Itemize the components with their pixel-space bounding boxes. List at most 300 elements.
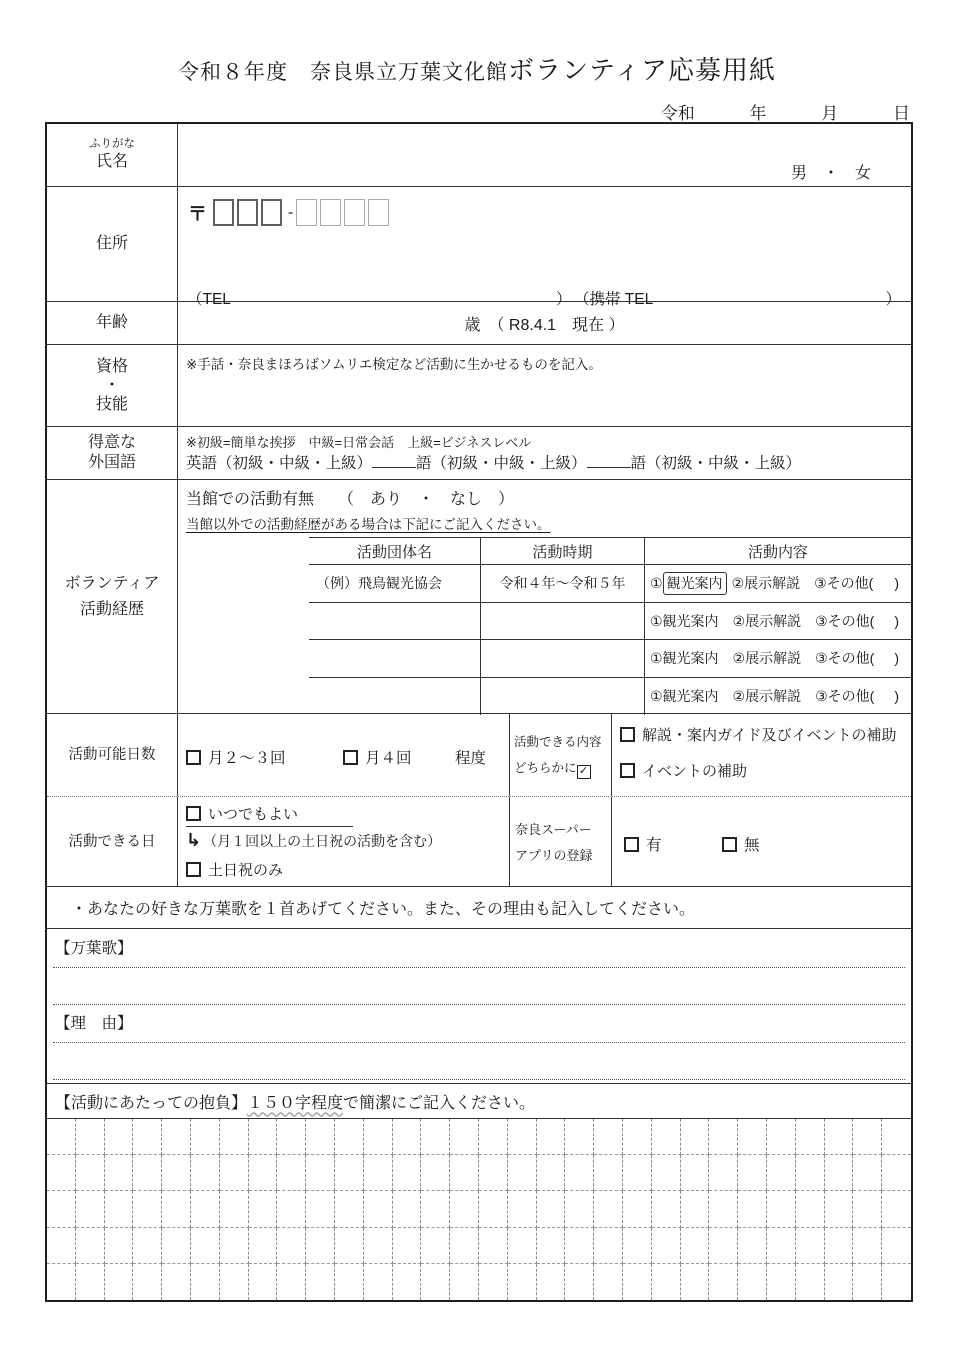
manuscript-grid-cell[interactable] — [709, 1191, 738, 1227]
qualification-note: ※手話・奈良まほろばソムリエ検定など活動に生かせるものを記入。 — [186, 357, 602, 372]
days-options-cell — [178, 714, 510, 796]
volunteer-blank-row — [309, 678, 911, 716]
postal-code-box[interactable] — [213, 199, 234, 226]
manuscript-grid-cell[interactable] — [335, 1155, 364, 1191]
app-yes-option[interactable] — [624, 833, 662, 855]
manuscript-grid-cell[interactable] — [537, 1119, 566, 1155]
content-choice-cell[interactable] — [645, 678, 911, 716]
manuscript-grid-cell[interactable] — [76, 1264, 105, 1300]
example-rest: ②展示解説 ③その他( — [731, 575, 874, 592]
header-period-label: 活動時期 — [532, 543, 593, 561]
example-org: （例）飛鳥観光協会 — [316, 575, 442, 592]
postal-code-box[interactable] — [344, 199, 365, 226]
manuscript-grid-cell[interactable] — [306, 1228, 335, 1264]
language-note: ※初級=簡単な挨拶 中級=日常会話 上級=ビジネスレベル — [186, 435, 532, 450]
content-choices[interactable]: ①観光案内 ②展示解説 ③その他( — [650, 688, 875, 705]
manuscript-grid-cell[interactable] — [162, 1155, 191, 1191]
org-input-cell[interactable] — [309, 640, 481, 677]
manuscript-grid-cell[interactable] — [133, 1155, 162, 1191]
check-mark: ✓ — [578, 765, 589, 777]
manuscript-grid-cell[interactable] — [537, 1155, 566, 1191]
page-title — [0, 50, 954, 87]
row-age — [47, 302, 911, 345]
days-suffix: 程度 — [455, 750, 487, 767]
row-activity-days — [47, 714, 911, 797]
manuscript-grid-cell[interactable] — [220, 1119, 249, 1155]
manuscript-grid-cell[interactable] — [882, 1155, 911, 1191]
manuscript-grid-cell[interactable] — [882, 1119, 911, 1155]
postal-code-box[interactable] — [320, 199, 341, 226]
manuscript-grid-cell[interactable] — [681, 1264, 710, 1300]
date-era: 令和 — [660, 104, 695, 123]
days-option-2[interactable] — [343, 746, 412, 768]
age-input-area[interactable] — [178, 302, 911, 344]
manuscript-grid-cell[interactable] — [249, 1191, 278, 1227]
volunteer-blank-row — [309, 640, 911, 678]
manuscript-grid-cell[interactable] — [306, 1191, 335, 1227]
period-input-cell[interactable] — [481, 678, 645, 716]
available-options-cell — [178, 797, 510, 886]
example-num1: ① — [650, 574, 663, 591]
checkbox-anytime[interactable] — [186, 806, 201, 821]
volunteer-label-2: 活動経歴 — [79, 600, 144, 618]
manuscript-grid-cell[interactable] — [335, 1264, 364, 1300]
manuscript-grid-cell[interactable] — [508, 1228, 537, 1264]
qualification-label-3: 技能 — [95, 396, 128, 413]
poem-reason-section — [47, 929, 911, 1084]
manuscript-grid-cell[interactable] — [249, 1155, 278, 1191]
app-no-option[interactable] — [722, 833, 760, 855]
language-input-area[interactable] — [178, 427, 911, 479]
manuscript-grid-cell[interactable] — [47, 1191, 76, 1227]
title-prefix: 令和８年度 奈良県立万葉文化館 — [178, 61, 509, 84]
manuscript-grid-cell[interactable] — [796, 1228, 825, 1264]
manuscript-grid-cell[interactable] — [393, 1191, 422, 1227]
row-qualification — [47, 345, 911, 427]
manuscript-grid-cell[interactable] — [652, 1191, 681, 1227]
manuscript-grid-cell[interactable] — [220, 1264, 249, 1300]
manuscript-grid-cell[interactable] — [220, 1155, 249, 1191]
manuscript-grid-cell[interactable] — [105, 1228, 134, 1264]
manuscript-grid-cell[interactable] — [76, 1191, 105, 1227]
manuscript-grid-cell[interactable] — [162, 1264, 191, 1300]
manuscript-grid-cell[interactable] — [681, 1228, 710, 1264]
manuscript-grid-cell[interactable] — [421, 1228, 450, 1264]
checkbox-weekends-only[interactable] — [186, 862, 201, 877]
manuscript-grid-cell[interactable] — [133, 1264, 162, 1300]
manuscript-grid-cell[interactable] — [76, 1228, 105, 1264]
manuscript-grid-cell[interactable] — [681, 1155, 710, 1191]
volunteer-instruction: 当館以外での活動経歴がある場合は下記にご記入ください。 — [186, 517, 551, 532]
example-boxed-choice[interactable]: 観光案内 — [663, 572, 727, 595]
manuscript-grid-cell[interactable] — [191, 1155, 220, 1191]
manuscript-grid-cell[interactable] — [767, 1155, 796, 1191]
gender-choice[interactable]: 男 ・ 女 — [790, 165, 871, 182]
volunteer-blank-row — [309, 603, 911, 641]
manuscript-grid-cell[interactable] — [364, 1228, 393, 1264]
manuscript-grid-cell[interactable] — [450, 1155, 479, 1191]
date-year-label[interactable]: 年 — [749, 104, 767, 123]
manuscript-grid-cell[interactable] — [105, 1155, 134, 1191]
manuscript-grid-cell[interactable] — [105, 1191, 134, 1227]
manuscript-grid-cell[interactable] — [594, 1119, 623, 1155]
manuscript-grid-cell[interactable] — [133, 1191, 162, 1227]
mobile-tel-field-open[interactable]: （携帯 TEL — [574, 291, 654, 308]
writing-line[interactable] — [53, 1079, 905, 1080]
manuscript-grid-cell[interactable] — [882, 1264, 911, 1300]
manuscript-grid-cell[interactable] — [277, 1228, 306, 1264]
days-right-cell — [612, 714, 911, 796]
manuscript-grid-cell[interactable] — [623, 1155, 652, 1191]
days-label-cell — [47, 714, 178, 796]
manuscript-grid-cell[interactable] — [738, 1264, 767, 1300]
manuscript-grid-cell[interactable] — [565, 1264, 594, 1300]
language-option-2[interactable]: 語（初級・中級・上級） — [416, 455, 587, 472]
tel-field-open[interactable]: （TEL — [187, 291, 231, 308]
volunteer-content — [178, 480, 911, 713]
manuscript-grid-cell[interactable] — [882, 1228, 911, 1264]
postal-code-box[interactable] — [237, 199, 258, 226]
manuscript-grid-cell[interactable] — [796, 1155, 825, 1191]
days-option-1-label: 月２～３回 — [208, 750, 286, 767]
manuscript-grid-cell[interactable] — [335, 1119, 364, 1155]
header-org — [309, 538, 481, 564]
manuscript-grid-cell[interactable] — [162, 1119, 191, 1155]
postal-code-box[interactable] — [296, 199, 317, 226]
app-registration-line2: アプリの登録 — [515, 848, 593, 863]
manuscript-grid-cell[interactable] — [796, 1191, 825, 1227]
manuscript-grid-cell[interactable] — [709, 1119, 738, 1155]
manuscript-grid-cell[interactable] — [277, 1264, 306, 1300]
activity-type-option-1-label: 解説・案内ガイド及びイベントの補助 — [642, 727, 897, 744]
volunteer-table-header — [309, 538, 911, 565]
header-org-label: 活動団体名 — [356, 543, 432, 561]
manuscript-grid-cell[interactable] — [853, 1119, 882, 1155]
postal-mark-icon: 〒 — [188, 204, 208, 225]
aspiration-prefix: 【活動にあたっての抱負】 — [55, 1094, 248, 1112]
manuscript-grid-cell[interactable] — [565, 1191, 594, 1227]
header-content-label: 活動内容 — [747, 543, 808, 561]
name-label-cell — [47, 124, 178, 186]
manuscript-grid-cell[interactable] — [393, 1228, 422, 1264]
manuscript-grid-cell[interactable] — [623, 1264, 652, 1300]
aspiration-char-limit: １５０字程度 — [247, 1094, 344, 1112]
manuscript-grid-cell[interactable] — [594, 1228, 623, 1264]
checkbox-event-support[interactable] — [620, 763, 635, 778]
manuscript-grid-cell[interactable] — [652, 1228, 681, 1264]
manuscript-grid-cell[interactable] — [479, 1191, 508, 1227]
checkbox-month-2-3[interactable] — [186, 750, 201, 765]
language-option-3[interactable]: 語（初級・中級・上級） — [630, 455, 802, 472]
manuscript-grid-cell[interactable] — [364, 1191, 393, 1227]
manuscript-grid-cell[interactable] — [594, 1191, 623, 1227]
manuscript-grid-cell[interactable] — [565, 1119, 594, 1155]
manuscript-grid-cell[interactable] — [364, 1264, 393, 1300]
manuscript-grid-cell[interactable] — [681, 1119, 710, 1155]
manuscript-grid-cell[interactable] — [76, 1119, 105, 1155]
volunteer-label-cell — [47, 480, 178, 713]
manuscript-grid[interactable] — [47, 1119, 911, 1300]
days-option-2-label: 月４回 — [365, 750, 412, 767]
manuscript-grid-cell[interactable] — [133, 1228, 162, 1264]
content-choice-cell[interactable] — [645, 603, 911, 640]
checkbox-month-4[interactable] — [343, 750, 358, 765]
address-input-area[interactable] — [178, 187, 911, 308]
content-choices[interactable]: ①観光案内 ②展示解説 ③その他( — [650, 650, 875, 667]
period-input-cell[interactable] — [481, 640, 645, 677]
org-input-cell[interactable] — [309, 603, 481, 640]
manuscript-grid-cell[interactable] — [335, 1228, 364, 1264]
days-mid-cell — [510, 714, 612, 796]
manuscript-grid-cell[interactable] — [853, 1191, 882, 1227]
header-content — [645, 538, 911, 564]
manuscript-grid-cell[interactable] — [450, 1119, 479, 1155]
example-period-cell — [481, 565, 645, 602]
tel-field-close: ） — [556, 291, 572, 308]
manuscript-grid-cell[interactable] — [594, 1155, 623, 1191]
date-month-label[interactable]: 月 — [821, 104, 839, 123]
header-period — [481, 538, 645, 564]
days-label: 活動可能日数 — [68, 747, 156, 763]
manuscript-grid-cell[interactable] — [709, 1155, 738, 1191]
activity-type-option-2[interactable] — [620, 760, 747, 781]
postal-code-box[interactable] — [368, 199, 389, 226]
language-label-1: 得意な — [87, 434, 136, 451]
manuscript-grid-cell[interactable] — [825, 1264, 854, 1300]
name-input-area[interactable] — [178, 124, 911, 186]
manuscript-grid-cell[interactable] — [796, 1119, 825, 1155]
checkbox-app-no[interactable] — [722, 837, 737, 852]
language-blank[interactable] — [372, 451, 416, 468]
manuscript-grid-cell[interactable] — [681, 1191, 710, 1227]
manuscript-grid-cell[interactable] — [105, 1264, 134, 1300]
writing-line[interactable] — [53, 1004, 905, 1005]
manuscript-grid-cell[interactable] — [479, 1264, 508, 1300]
manuscript-grid-cell[interactable] — [623, 1228, 652, 1264]
date-day-label[interactable]: 日 — [893, 104, 910, 123]
checkbox-checked-icon — [577, 765, 591, 779]
manuscript-grid-cell[interactable] — [335, 1191, 364, 1227]
row-language — [47, 427, 911, 480]
manuscript-grid-cell[interactable] — [47, 1119, 76, 1155]
aspiration-text — [47, 1090, 535, 1113]
manuscript-grid-cell[interactable] — [709, 1228, 738, 1264]
manuscript-grid-cell[interactable] — [277, 1119, 306, 1155]
content-choices[interactable]: ①観光案内 ②展示解説 ③その他( — [650, 612, 875, 629]
content-close-paren: ) — [894, 612, 899, 629]
days-mid-line2-label: どちらかに — [514, 761, 577, 775]
manuscript-grid-cell[interactable] — [133, 1119, 162, 1155]
address-label-cell — [47, 187, 178, 301]
language-english[interactable]: 英語（初級・中級・上級） — [186, 455, 373, 472]
manuscript-grid-cell[interactable] — [738, 1155, 767, 1191]
manuscript-grid-cell[interactable] — [652, 1119, 681, 1155]
language-label-cell — [47, 427, 178, 479]
manuscript-grid-cell[interactable] — [421, 1155, 450, 1191]
qualification-input-area[interactable] — [178, 345, 911, 426]
manuscript-grid-cell[interactable] — [825, 1228, 854, 1264]
content-close-paren: ) — [894, 688, 899, 705]
available-right-cell — [612, 797, 911, 886]
age-label-cell — [47, 302, 178, 344]
manuscript-grid-cell[interactable] — [508, 1155, 537, 1191]
arrow-down-right-icon: ↳ — [186, 830, 202, 850]
manuscript-grid-cell[interactable] — [825, 1191, 854, 1227]
manuscript-grid-cell[interactable] — [738, 1191, 767, 1227]
manuscript-grid-cell[interactable] — [393, 1119, 422, 1155]
manuscript-grid-cell[interactable] — [364, 1119, 393, 1155]
qualification-label-2: ・ — [103, 377, 120, 394]
available-mid-cell — [510, 797, 612, 886]
manuscript-grid-cell[interactable] — [767, 1264, 796, 1300]
manuscript-grid-cell[interactable] — [450, 1191, 479, 1227]
manuscript-grid-cell[interactable] — [565, 1155, 594, 1191]
manuscript-grid-cell[interactable] — [738, 1228, 767, 1264]
org-input-cell[interactable] — [309, 678, 481, 716]
manuscript-grid-cell[interactable] — [537, 1228, 566, 1264]
manuscript-grid-cell[interactable] — [277, 1155, 306, 1191]
manuscript-grid-cell[interactable] — [537, 1264, 566, 1300]
poem-label: 【万葉歌】 — [55, 940, 133, 957]
days-option-1[interactable] — [186, 746, 286, 768]
example-org-cell — [309, 565, 481, 602]
row-available-days — [47, 797, 911, 887]
manuscript-grid-cell[interactable] — [594, 1264, 623, 1300]
manuscript-grid-cell[interactable] — [623, 1191, 652, 1227]
content-choice-cell[interactable] — [645, 640, 911, 677]
manuscript-grid-cell[interactable] — [306, 1119, 335, 1155]
manuscript-grid-cell[interactable] — [796, 1264, 825, 1300]
checkbox-guide-support[interactable] — [620, 727, 635, 742]
example-content-cell — [645, 565, 911, 602]
qualification-label-1: 資格 — [95, 358, 128, 375]
manuscript-grid-cell[interactable] — [853, 1264, 882, 1300]
aspiration-header — [47, 1084, 911, 1119]
museum-activity-status[interactable]: 当館での活動有無 （ あり ・ なし ） — [186, 491, 515, 508]
available-option-1[interactable] — [186, 803, 353, 827]
manuscript-grid-cell[interactable] — [162, 1191, 191, 1227]
manuscript-grid-cell[interactable] — [738, 1119, 767, 1155]
manuscript-grid-cell[interactable] — [565, 1228, 594, 1264]
language-label-2: 外国語 — [87, 454, 136, 471]
manuscript-grid-cell[interactable] — [249, 1264, 278, 1300]
manuscript-grid-cell[interactable] — [249, 1119, 278, 1155]
age-content: 歳 （ R8.4.1 現在 ） — [464, 316, 625, 334]
arrow-note-label: （月１回以上の土日祝の活動を含む） — [203, 833, 442, 849]
manuscript-grid-cell[interactable] — [450, 1264, 479, 1300]
mobile-tel-field-close: ） — [885, 291, 901, 308]
manuscript-grid-cell[interactable] — [767, 1228, 796, 1264]
language-options-line — [186, 451, 801, 473]
writing-line[interactable] — [53, 967, 905, 968]
manuscript-grid-cell[interactable] — [508, 1191, 537, 1227]
example-close-paren: ) — [894, 575, 899, 592]
manuscript-grid-cell[interactable] — [450, 1228, 479, 1264]
name-label: 氏名 — [95, 153, 128, 170]
volunteer-table — [309, 537, 911, 713]
manuscript-grid-cell[interactable] — [479, 1228, 508, 1264]
manuscript-grid-cell[interactable] — [220, 1191, 249, 1227]
example-period: 令和４年～令和５年 — [499, 575, 626, 592]
manuscript-grid-cell[interactable] — [249, 1228, 278, 1264]
aspiration-suffix: で簡潔にご記入ください。 — [343, 1094, 536, 1112]
row-name — [47, 124, 911, 187]
manuscript-grid-cell[interactable] — [47, 1228, 76, 1264]
manuscript-grid-cell[interactable] — [853, 1228, 882, 1264]
manuscript-grid-cell[interactable] — [421, 1191, 450, 1227]
manuscript-grid-cell[interactable] — [825, 1155, 854, 1191]
furigana-label: ふりがな — [89, 138, 135, 150]
available-option-2[interactable] — [186, 859, 283, 880]
app-no-label: 無 — [744, 837, 760, 854]
manuscript-grid-cell[interactable] — [191, 1191, 220, 1227]
manuscript-grid-cell[interactable] — [191, 1228, 220, 1264]
period-input-cell[interactable] — [481, 603, 645, 640]
date-line — [661, 99, 910, 124]
postal-code-box[interactable] — [261, 199, 282, 226]
available-option-2-label: 土日祝のみ — [208, 862, 284, 879]
postal-hyphen: - — [288, 203, 294, 221]
manuscript-grid-cell[interactable] — [162, 1228, 191, 1264]
title-main: ボランティア応募用紙 — [508, 55, 776, 85]
days-mid-line2 — [514, 758, 591, 779]
manuscript-grid-cell[interactable] — [277, 1191, 306, 1227]
manuscript-grid-cell[interactable] — [220, 1228, 249, 1264]
manuscript-grid-cell[interactable] — [393, 1155, 422, 1191]
writing-line[interactable] — [53, 1042, 905, 1043]
qualification-label-cell — [47, 345, 178, 426]
language-blank[interactable] — [587, 451, 631, 468]
manuscript-grid-cell[interactable] — [47, 1155, 76, 1191]
manuscript-grid-cell[interactable] — [709, 1264, 738, 1300]
manuscript-grid-cell[interactable] — [652, 1155, 681, 1191]
manuscript-grid-cell[interactable] — [421, 1119, 450, 1155]
manuscript-grid-cell[interactable] — [421, 1264, 450, 1300]
manuscript-grid-cell[interactable] — [76, 1155, 105, 1191]
manuscript-grid-cell[interactable] — [508, 1119, 537, 1155]
available-arrow-note — [186, 830, 441, 851]
available-label: 活動できる日 — [68, 833, 156, 850]
manuscript-grid-cell[interactable] — [306, 1264, 335, 1300]
available-option-1-label: いつでもよい — [208, 806, 299, 823]
row-address — [47, 187, 911, 308]
manuscript-grid-cell[interactable] — [364, 1155, 393, 1191]
manuscript-grid-cell[interactable] — [825, 1119, 854, 1155]
manuscript-grid-cell[interactable] — [882, 1191, 911, 1227]
manuscript-grid-cell[interactable] — [306, 1155, 335, 1191]
manuscript-grid-cell[interactable] — [623, 1119, 652, 1155]
manuscript-grid-cell[interactable] — [191, 1119, 220, 1155]
app-yes-label: 有 — [646, 837, 662, 854]
manuscript-grid-cell[interactable] — [537, 1191, 566, 1227]
age-label: 年齢 — [95, 314, 128, 331]
manuscript-grid-cell[interactable] — [652, 1264, 681, 1300]
volunteer-label-1: ボランティア — [64, 574, 160, 592]
manuscript-grid-cell[interactable] — [479, 1119, 508, 1155]
manuscript-grid-cell[interactable] — [47, 1264, 76, 1300]
manuscript-grid-cell[interactable] — [393, 1264, 422, 1300]
manuscript-grid-cell[interactable] — [508, 1264, 537, 1300]
manuscript-grid-cell[interactable] — [479, 1155, 508, 1191]
manuscript-grid-cell[interactable] — [767, 1119, 796, 1155]
manuscript-grid-cell[interactable] — [767, 1191, 796, 1227]
activity-type-option-1[interactable] — [620, 724, 897, 745]
content-close-paren: ) — [894, 650, 899, 667]
manuscript-grid-cell[interactable] — [105, 1119, 134, 1155]
manuscript-grid-cell[interactable] — [191, 1264, 220, 1300]
manuscript-grid-cell[interactable] — [853, 1155, 882, 1191]
checkbox-app-yes[interactable] — [624, 837, 639, 852]
